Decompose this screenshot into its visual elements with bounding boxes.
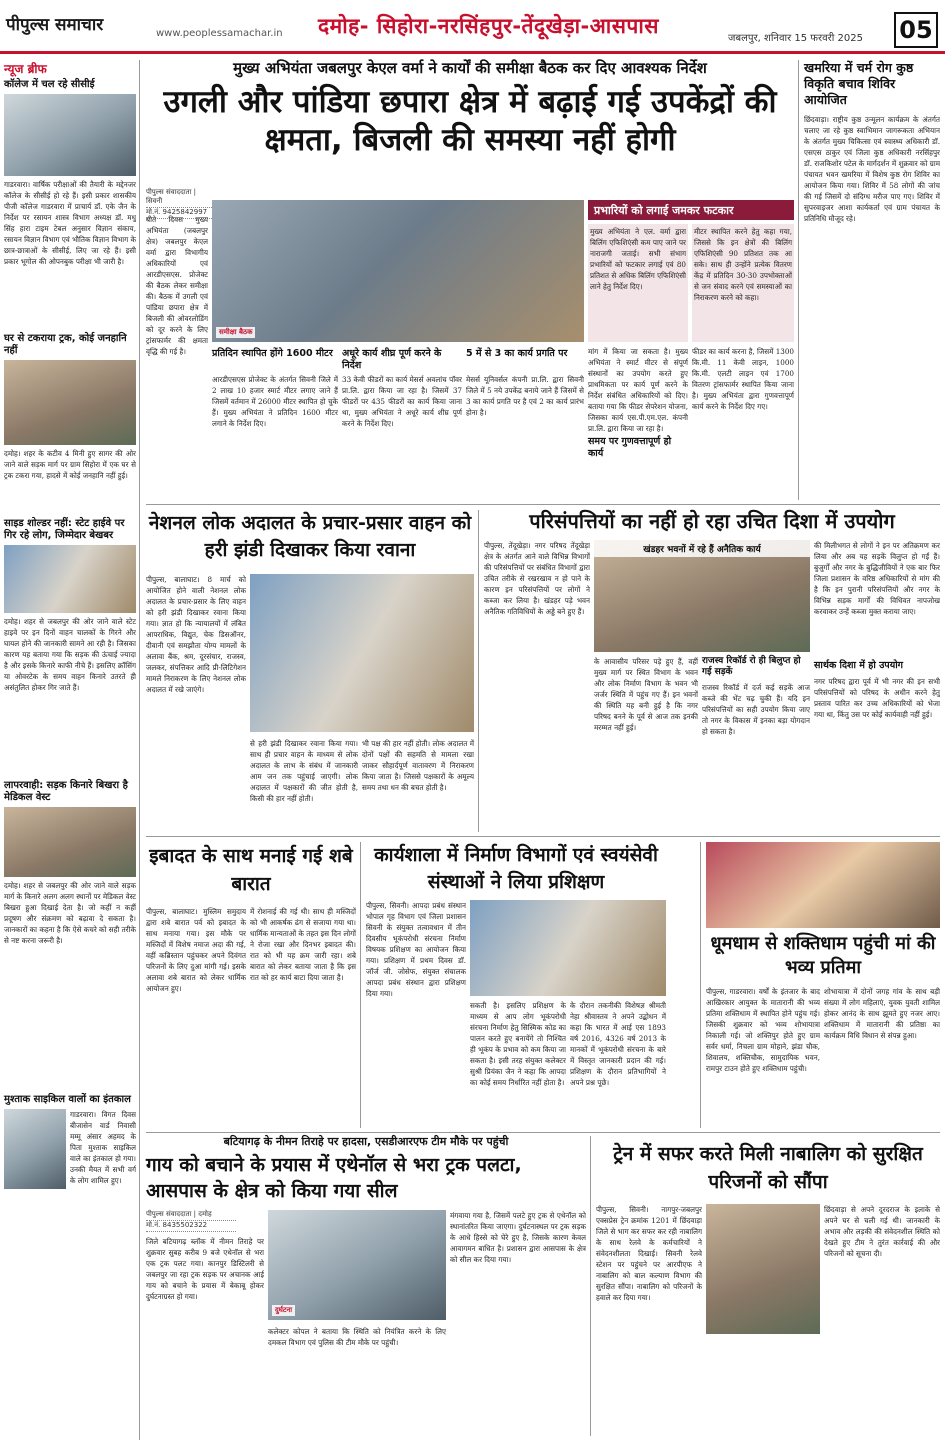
lok-adalat-text: पीपुल्स, बालाघाट। 8 मार्च को आयोजित होने वाली नेशनल लोक अदालत के प्रचार-प्रसार के लिए वाहन को हरी झंडी दिखाकर रवाना किया गया। ज्ञात हो कि न्यायालयों में लंबित आपराधिक, विद्युत, चेक डिसऑनर, दीवानी एवं समझौता योग्य मामलों के अलावा बैंक, श्रम, दूरसंचार, राजस्व, जलकर, संपत्तिकर आदि प्री-लिटिगेशन मामले निराकरण के लिए नेशनल लोक अदालत में रखे जाएंगे।	[146, 575, 246, 694]
properties-text: की मिलीभगत से लोगों ने इन पर अतिक्रमण कर लिया और अब यह सड़कें विलुप्त हो गईं हैं। बुजुर्गों और नगर के बुद्धिजीवियों ने एक बार फिर जिला प्रशासन के वरिष्ठ अधिकारियों से मांग की है कि इन पुरानी परिसंपत्तियों और नगर के विभिन्न सड़क मार्गों की विधिवत नापजोख करवाकर उन्हें कब्जा मुक्त कराया जाए।	[814, 541, 940, 616]
durga-text: पीपुल्स, गाडरवारा। वर्षों के इंतजार के बाद आखिरकार आयुक्त के मातारानी की भव्य प्रतिमा शक्तिधाम में स्थापित होने पहुंच गई। जिसकी शुक्रवार को भव्य शोभायात्रा निकाली गई। जो शक्तिपुर होते हुए ग्राम सर्वर धर्मा, निचला ग्राम मोहाने, झंडा चौक, शिवालय, शक्तिचौक, सामुदायिक भवन, रामपुर टाउन होते हुए शक्तिधाम पहुंची।	[706, 987, 820, 1073]
column-rule	[139, 60, 140, 1440]
newspaper-logo: पीपुल्स समाचार	[6, 15, 104, 35]
accident-text: मंगवाया गया है, जिसमें पलटे हुए ट्रक से एथेनॉल को स्थानांतरित किया जाएगा। दुर्घटनास्थल पर ट्रक सड़क के आधे हिस्से को घेरे हुए है, जिसके कारण केवल आवागमन बाधित है। प्रशासन द्वारा आसपास के क्षेत्र को सील कर दिया गया।	[450, 1211, 586, 1264]
lead-subhead: समय पर गुणवत्तापूर्ण हो कार्य	[588, 436, 688, 460]
brief-text: गाडरवारा। विगत दिवस बीजासेन वार्ड निवासी मम्मू अंसार अहमद के पिता मुश्ताक साइकिल वाले का इंतकाल हो गया। उनकी मैयत में सभी वर्ग के लोग शामिल हुए।	[70, 1110, 136, 1185]
lok-adalat-text: भी पक्ष की हार नहीं होती। लोक अदालत में दोनों पक्षों की सहमति से मामला रखा जाकर सौहार्दपूर्ण वातावरण में निराकरण किया जाता है। जिससे पक्षकारों के अमूल्य समय तथा धन की बचत होती है।	[362, 739, 474, 792]
column-rule	[360, 842, 361, 1128]
accident-photo	[268, 1210, 446, 1320]
workshop-headline: कार्यशाला में निर्माण विभागों एवं स्वयंसेवी संस्थाओं ने लिया प्रशिक्षण	[374, 844, 658, 893]
lead-side-band: प्रभारियों को लगाई जमकर फटकार	[588, 200, 794, 220]
lead-subhead: अधूरे कार्य शीघ्र पूर्ण करने के निर्देश	[342, 348, 442, 371]
website-url[interactable]: www.peoplessamachar.in	[156, 28, 283, 39]
ibadat-headline: इबादत के साथ मनाई गई शबे बारात	[149, 845, 353, 895]
properties-text: पीपुल्स, तेंदूखेड़ा। नगर परिषद तेंदूखेड़ा क्षेत्र के अंतर्गत आने वाले विभिन्न विभागों की परिसंपत्तियों पर संबंधित विभागों द्वारा उचित तरीके से रखरखाव न हो पाने के कारण इन परिसंपत्तियों पर लोगों ने कब्जा कर लिया है। खंडहर पड़े भवन अनैतिक गतिविधियों के अड्डे बने हुए हैं।	[484, 541, 590, 616]
lok-adalat-photo	[250, 574, 474, 732]
brief-text: गाडरवारा। वार्षिक परीक्षाओं की तैयारी के मद्देनजर कॉलेज के सीसीई हो रहे हैं। इसी प्रकार शासकीय पीजी कॉलेज गाडरवारा में प्राचार्य डॉ. एके जैन के निर्देश पर रसायन शास्त्र विभाग अध्यक्ष डॉ. मधु सिंह हारा टाइम टेबल अनुसार विज्ञान संकाय, रसायन विज्ञान विभाग एवं भौतिक विज्ञान विभाग के छात्र-छात्राओं के सीसीई, लिए जा रहे हैं। इसी प्रकार भूगोल की ओपनबुक परीक्षा भी जारी है।	[4, 180, 136, 266]
news-brief-title: न्यूज ब्रीफ	[4, 62, 47, 76]
workshop-text: पीपुल्स, सिवनी। आपदा प्रबंध संस्थान भोपाल गृह विभाग एवं जिला प्रशासन सिवनी के संयुक्त तत्वावधान में तीन दिवसीय भूकंपरोधी संरचना निर्माण विषयक प्रशिक्षण का आयोजन किया गया। प्रशिक्षण में प्रथम दिवस डॉ. जॉर्ज जी. जोसेफ, संयुक्त संचालक आपदा प्रबंध संस्थान द्वारा प्रशिक्षण दिया गया।	[366, 901, 466, 998]
properties-text: के आवासीय परिसर पड़े हुए हैं, वहीं मुख्य मार्ग पर स्थित विभाग के भवन और लोक निर्माण विभाग के भवन भी जर्जर स्थिति में पहुंच गए हैं। इन भवनों की स्थिति यह बनी हुई है कि नगर परिषद बनने के पूर्व से आज तक इनकी मरम्मत नहीं हुई।	[594, 657, 698, 732]
accident-photo-label: दुर्घटना	[272, 1305, 295, 1316]
workshop-text: के दौरान तकनीकी विशेषज्ञ श्रीमती नेहा श्रीवास्तव ने अपने उद्बोधन में कहा कि भारत में आई एस 1893 वर्ष 2016, 4326 वर्ष 2013 के मानकों में भूकंपरोधी संरचना के बारे में विस्तृत जानकारी प्रदान की गई। प्रशिक्षण के दौरान प्रतिभागियों ने अपने प्रश्न पूछे।	[570, 1001, 666, 1087]
lead-photo-caption: समीक्षा बैठक	[216, 327, 255, 338]
workshop-photo	[470, 900, 666, 996]
lead-text: मेसर्स यूनिवर्सल कंपनी प्रा.लि. द्वारा सिवनी जिले में 5 नये उपकेंद्र बनाये जाने हैं जिसमें से 3 का कार्य प्रगति पर है एवं 2 का कार्य प्रारंभ होना है।	[466, 375, 584, 417]
brief-photo-truck	[4, 360, 136, 445]
lok-adalat-text: से हरी झंडी दिखाकर रवाना किया गया। साथ ही प्रचार वाहन के माध्यम से लोक अदालत के लाभ के संबंध में जानकारी आम जन तक पहुंचाई जाएगी। लोक अदालत में पक्षकारों की जीत होती है, किसी की हार नहीं होती।	[250, 739, 358, 803]
train-text: छिंदवाड़ा से अपने दूरदराज के इलाके से अपने घर से चली गई थी। जानकारी के अभाव और लड़की की संवेदनशील स्थिति को देखते हुए टीम ने तुरंत कार्रवाई की और परिजनों को सूचना दी।	[824, 1205, 940, 1258]
train-headline: ट्रेन में सफर करते मिली नाबालिग को सुरक्षित परिजनों को सौंपा	[613, 1143, 923, 1193]
accident-byline-block	[146, 1210, 236, 1232]
lead-byline: पीपुल्स संवाददाता | सिवनी	[146, 188, 212, 208]
properties-headline: परिसंपत्तियों का नहीं हो रहा उचित दिशा में उपयोग	[529, 509, 895, 533]
ibadat-text: में रोशनाई की गई थी। साथ ही मस्जिदों को भी आकर्षक ढंग से सजाया गया था। धार्मिक मान्यताओं के तहत इस दिन लोगों ने रोजा रखा और दिनभर इबादत की। रात को भी यह क्रम जारी रहा। शबे बारात को लेकर बताया जाता है कि इस रात को हर कार्य बाटा दिया जाता है।	[250, 907, 356, 982]
workshop-text: सकती है। इसलिए प्रशिक्षण के माध्यम से आप लोग भूकंपरोधी संरचना निर्माण हेतु सिस्मिक कोड का पालन करते हुए बनायेंगे तो निश्चित ही भूकंप के प्रभाव को कम किया जा सकता है। इसी तरह संयुक्त कलेक्टर सुश्री प्रियंका जैन ने कहा कि आपदा का कोई समय निर्धारित नहीं होता है।	[470, 1001, 566, 1087]
lead-text: 33 केवी फीडरों का कार्य मेसर्स अवलांच पॉवर प्रा.लि. द्वारा किया जा रहा है। जिसमें 37 फीडरों पर 435 फीडरों का कार्य किया जाना था, मुख्य अभियंता ने अधूरे कार्य शीघ्र पूर्ण करने के निर्देश दिए।	[342, 375, 462, 428]
accident-text: जिले बटियागढ़ ब्लॉक में नीमन तिराहे पर शुक्रवार सुबह करीब 9 बजे एथेनॉल से भरा एक ट्रक पलट गया। कानपुर डिस्टिलरी से जबलपुर जा रहा ट्रक सड़क पर अचानक आई गाय को बचाने के प्रयास में बेकाबू होकर दुर्घटनाग्रस्त हो गया।	[146, 1237, 264, 1301]
column-rule	[478, 510, 479, 832]
properties-photo-label: खंडहर भवनों में रहे हैं अनैतिक कार्य	[594, 540, 810, 557]
lead-text: आरडीएसएस प्रोजेक्ट के अंतर्गत सिवनी जिले में 2 लाख 10 हजार स्मार्ट मीटर लगाए जाने हैं जिसमें वर्तमान में 26000 मीटर स्थापित हो चुके हैं। मुख्य अभियंता ने प्रतिदिन 1600 मीटर लगाने के निर्देश दिए।	[212, 375, 338, 428]
column-rule	[590, 1136, 591, 1436]
right-top-story	[804, 60, 940, 494]
lead-mobile: मो.नं. 9425842997	[146, 208, 212, 219]
brief-headline: मुश्ताक साइकिल वालों का इंतकाल	[4, 1094, 131, 1105]
lead-headline: उगली और पांडिया छपारा क्षेत्र में बढ़ाई गई उपकेंद्रों की क्षमता, बिजली की समस्या नहीं होगी	[163, 84, 777, 159]
properties-text: नगर परिषद द्वारा पूर्व में भी नगर की इन सभी परिसंपत्तियों को परिषद के अधीन करने हेतु प्रस्ताव पारित कर उच्च अधिकारियों को भेजा गया था, किंतु उस पर कोई कार्यवाही नहीं हुई।	[814, 677, 940, 719]
brief-headline: कॉलेज में चल रहे सीसीई	[4, 79, 95, 90]
row-rule	[146, 504, 940, 505]
masthead	[0, 0, 945, 54]
train-photo	[706, 1204, 820, 1334]
accident-text: कलेक्टर कोपल ने बताया कि स्थिति को नियंत्रित करने के लिए दमकल विभाग एवं पुलिस की टीम मौके पर पहुंची।	[268, 1327, 446, 1347]
right-top-text: छिंदवाड़ा। राष्ट्रीय कुष्ठ उन्मूलन कार्यक्रम के अंतर्गत चलाए जा रहे कुष्ठ स्वाभिमान जागरूकता अभियान के अंतर्गत मुख्य चिकित्सा एवं स्वास्थ्य अधिकारी डॉ. एसएस ठाकुर एवं जिला कुष्ठ अधिकारी नरसिंहपुर डॉ. राजकिशोर पटेल के मार्गदर्शन में शुक्रवार को ग्राम पंचायत भवन खमरिया में विशेष कुष्ठ रोग शिविर का आयोजन किया गया। शिविर में 58 लोगों की जांच की गई जिसमें दो संदिग्ध मरीज पाए गए। शिविर में सुपरवाइजर आशा कार्यकर्ता एवं ग्राम पंचायत के प्रतिनिधि मौजूद रहे।	[804, 115, 940, 223]
page-number: 05	[894, 12, 938, 48]
column-rule	[700, 842, 701, 1128]
column-rule	[798, 60, 799, 500]
ibadat-text: पीपुल्स, बालाघाट। मुस्लिम समुदाय द्वारा शबे बारात पर्व को इबादत के साथ मनाया गया। इस मौके पर मस्जिदों में विशेष नमाज अदा की गई, वहीं कब्रिस्तान पहुंचकर अपने दिवंगत परिजनों के लिए दुआ मांगी गई। इसके अलावा शबे बारात को लेकर धार्मिक आयोजन हुए।	[146, 907, 246, 993]
brief-headline: घर से टकराया ट्रक, कोई जनहानि नहीं	[4, 333, 127, 356]
lead-text: मांग में किया जा सकता है। मुख्य अभियंता ने स्मार्ट मीटर से संपूर्ण संस्थानों का उपयोग करते हुए प्राथमिकता पर कार्य पूर्ण करने के निर्देश संबंधित अधिकारियों को दिए। बताया गया कि फीडर सेपरेशन योजना, जिसका कार्य एस.पी.एम.एल. कंपनी प्रा.लि. द्वारा किया जा रहा है।	[588, 347, 688, 433]
lead-kicker: मुख्य अभियंता जबलपुर केएल वर्मा ने कार्यों की समीक्षा बैठक कर दिए आवश्यक निर्देश	[233, 59, 707, 77]
brief-photo-waste	[4, 807, 136, 877]
lead-photo	[212, 200, 584, 342]
brief-text: दमोह। शहर के कटीव 4 मिनी हुए सागर की ओर जाने वाले सड़क मार्ग पर ग्राम सिहोरा में एक घर से ट्रक टकरा गया, हादसे में कोई जनहानि नहीं हुई।	[4, 449, 136, 480]
accident-byline: पीपुल्स संवाददाता | दमोह	[146, 1210, 236, 1221]
row-rule	[146, 836, 940, 837]
accident-mobile: मो.नं. 8435502322	[146, 1221, 236, 1232]
accident-kicker: बटियागढ़ के नीमन तिराहे पर हादसा, एसडीआरएफ टीम मौके पर पहुंची	[223, 1135, 509, 1148]
brief-headline: लापरवाही: सड़क किनारे बिखरा है मेडिकल वेस्ट	[4, 780, 128, 803]
right-top-headline: खमरिया में चर्म रोग कुष्ठ विकृति बचाव शिविर आयोजित	[804, 60, 914, 107]
news-brief-column	[4, 60, 136, 1440]
dateline: जबलपुर, शनिवार 15 फरवरी 2025	[728, 33, 863, 44]
brief-text: दमोह। शहर से जबलपुर की ओर जाने वाले सड़क मार्ग के किनारे अलग अलग स्थानों पर मेडिकल वेस्ट बिखरा हुआ दिखाई देता है। जो कहीं न कहीं प्रदूषण और संक्रमण को बढ़ावा दे सकता है। जानकारों का कहना है कि ऐसे कचरे को सही तरीके से नष्ट करना जरूरी है।	[4, 881, 136, 945]
brief-photo-highway	[4, 545, 136, 613]
durga-text: शोभायात्रा में दोनों जगह गांव के साथ बड़ी संख्या में लोग महिलाएं, युवक युवती शामिल होकर आनंद के साथ झूमते हुए नजर आए। शक्तिधाम में मातारानी की प्रतिष्ठा का कार्यक्रम विधि विधान से संपन्न हुआ।	[824, 987, 940, 1040]
durga-photo	[706, 842, 940, 928]
brief-text: दमोह। शहर से जबलपुर की ओर जाने वाले स्टेट हाइवे पर इन दिनों वाहन चालकों के गिरने और घायल होने की जानकारी सामने आ रही है। जिसका कारण यह बताया गया कि सड़क की ऊंचाई ज्यादा है और इसके किनारे काफी नीचे हैं। इसलिए क्रॉसिंग या ओवरटेक के समय वाहन किनारे उतरते ही असंतुलित होकर गिर जाते हैं।	[4, 617, 136, 692]
lead-subhead: प्रतिदिन स्थापित होंगे 1600 मीटर	[212, 348, 333, 359]
section-title: दमोह- सिहोरा-नरसिंहपुर-तेंदूखेड़ा-आसपास	[318, 14, 659, 38]
accident-headline: गाय को बचाने के प्रयास में एथेनॉल से भरा ट्रक पलटा, आसपास के क्षेत्र को किया गया सील	[146, 1154, 522, 1202]
row-rule	[146, 1132, 940, 1133]
train-text: पीपुल्स, सिवनी। नागपुर-जबलपुर एक्सप्रेस ट्रेन क्रमांक 1201 में छिंदवाड़ा जिले से भाग कर सफर कर रही नाबालिग के साथ रेलवे के कर्मचारियों ने संवेदनशीलता दिखाई। सिवनी रेलवे स्टेशन पर पहुंचने पर आरपीएफ ने नाबालिग को बाल कल्याण विभाग की सुरक्षित सौंपा। नाबालिग को परिजनों के हवाले कर दिया गया।	[596, 1205, 702, 1302]
brief-photo-college	[4, 94, 136, 176]
properties-photo	[594, 540, 810, 652]
lead-band-text: मुख्य अभियंता ने एल. वर्मा द्वारा बिलिंग एफिशिएंसी कम पाए जाने पर नाराजगी जताई। सभी संभाग प्रभारियों को फटकार लगाई एवं 80 प्रतिशत से अधिक बिलिंग एफिशिएंसी लाने हेतु निर्देश दिए।	[588, 224, 688, 342]
lead-text: फीडर का कार्य करना है, जिसमें 1300 कि.मी. 11 केवी लाइन, 1000 कि.मी. एलटी लाइन एवं 1700 वितरण ट्रांसफार्मर स्थापित किया जाना है। मुख्य अभियंता द्वारा गुणवत्तापूर्ण कार्य करने के निर्देश दिए गए।	[692, 347, 794, 411]
lead-text: बीते दिवस मुख्य अभियंता (जबलपुर क्षेत्र) जबलपुर केएल वर्मा द्वारा विभागीय अधिकारियों एवं आरडीएसएस. प्रोजेक्ट की बैठक लेकर समीक्षा की। बैठक में उगली एवं पांडिया छपारा क्षेत्र में बिजली की ओवरलोडिंग को दूर करने के लिए ट्रांसफार्मर की क्षमता वृद्धि की गई है।	[146, 215, 208, 356]
brief-headline: साइड शोल्डर नहीं: स्टेट हाईवे पर गिर रहे लोग, जिम्मेदार बेखबर	[4, 518, 125, 541]
durga-headline: धूमधाम से शक्तिधाम पहुंची मां की भव्य प्रतिमा	[710, 933, 936, 978]
lead-subhead: 5 में से 3 का कार्य प्रगति पर	[466, 348, 568, 359]
lok-adalat-headline: नेशनल लोक अदालत के प्रचार-प्रसार वाहन को हरी झंडी दिखाकर किया रवाना	[148, 512, 472, 561]
properties-text: राजस्व रिकॉर्ड में दर्ज कई सड़कें आज कब्जे की भेंट चढ़ चुकी हैं। यदि इन परिसंपत्तियों का सही उपयोग किया जाए तो नगर के विकास में इनका बड़ा योगदान हो सकता है।	[702, 683, 810, 736]
lead-band-text: मीटर स्थापित करने हेतु कहा गया, जिससे कि इन क्षेत्रों की बिलिंग एफिशिएंसी 90 प्रतिशत तक आ सके। साथ ही उन्होंने प्रत्येक वितरण केंद्र में प्रतिदिन 30-30 उपभोक्ताओं से जन संवाद करने एवं समस्याओं का निराकरण करने को कहा।	[692, 224, 794, 342]
lead-story	[146, 60, 794, 159]
properties-subhead: राजस्व रिकॉर्ड रो ही बिलुप्त हो गई सड़कें	[702, 656, 801, 677]
brief-photo-portrait	[4, 1109, 66, 1189]
properties-subhead: सार्थक दिशा में हो उपयोग	[814, 660, 904, 671]
